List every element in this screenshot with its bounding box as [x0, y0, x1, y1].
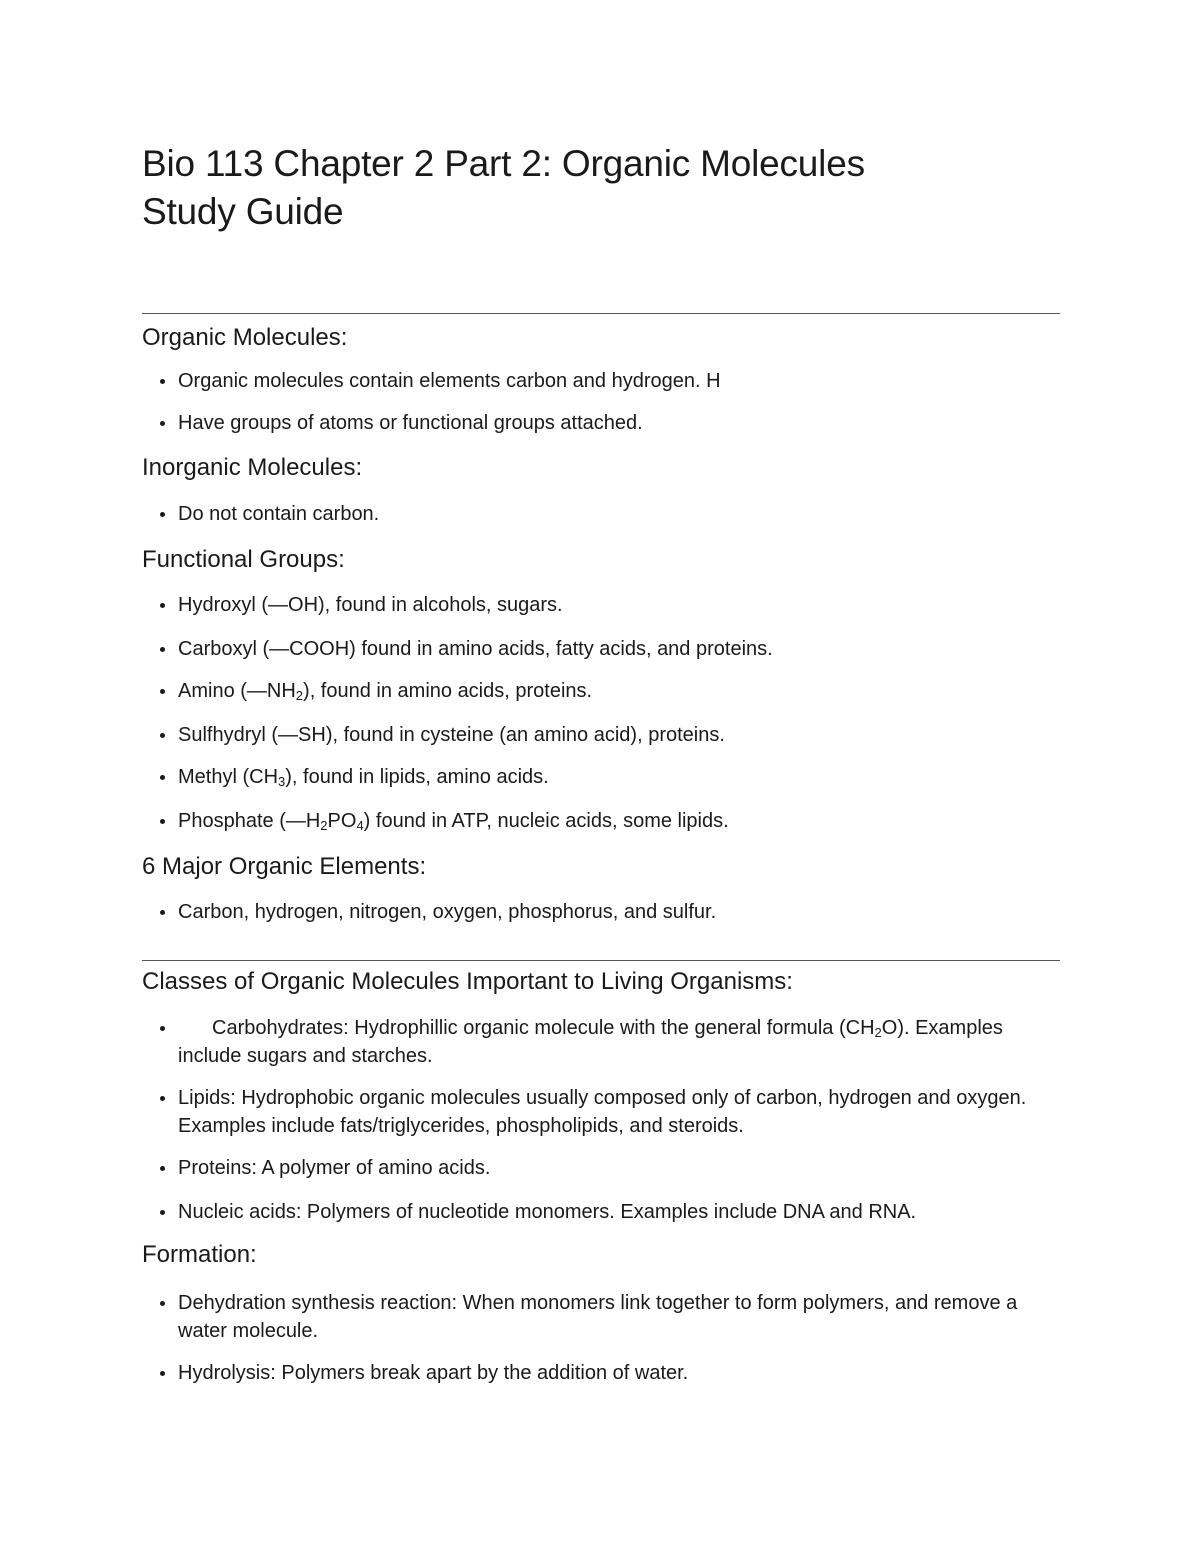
list-item-lipids: Lipids: Hydrophobic organic molecules usually composed only of carbon, hydrogen and oxygen. Examples include fats/triglycerides, phospholipids, and steroids.: [142, 1084, 1060, 1140]
list-item-nucleic-acids: Nucleic acids: Polymers of nucleotide monomers. Examples include DNA and RNA.: [142, 1198, 1060, 1226]
title-line-1: Bio 113 Chapter 2 Part 2: Organic Molecules: [142, 143, 865, 184]
section-organic-molecules: [142, 323, 1060, 437]
section-heading: Functional Groups:: [142, 546, 345, 573]
list-item: Organic molecules contain elements carbon and hydrogen. H: [142, 367, 1060, 395]
list-item: Carbon, hydrogen, nitrogen, oxygen, phosphorus, and sulfur.: [142, 898, 1060, 926]
list-item-sulfhydryl: Sulfhydryl (—SH), found in cysteine (an amino acid), proteins.: [142, 721, 1060, 749]
section-heading: Organic Molecules:: [142, 324, 348, 351]
list-item-carbohydrates: Carbohydrates: Hydrophillic organic molecule with the general formula $(CH_2O)$. Examples include sugars and starches.: [142, 1014, 1060, 1070]
bullet-list: [142, 591, 1060, 835]
title-line-2: Study Guide: [142, 191, 344, 232]
list-item: Hydrolysis: Polymers break apart by the addition of water.: [142, 1359, 1060, 1387]
horizontal-rule: [142, 960, 1060, 961]
list-item-carboxyl: Carboxyl (—COOH) found in amino acids, fatty acids, and proteins.: [142, 635, 1060, 663]
document-page: [142, 0, 1060, 1553]
bullet-list: [142, 1014, 1060, 1226]
section-inorganic-molecules: [142, 453, 1060, 528]
section-major-elements: [142, 852, 1060, 926]
list-item: Dehydration synthesis reaction: When monomers link together to form polymers, and remove a water molecule.: [142, 1289, 1060, 1345]
section-heading: Formation:: [142, 1241, 257, 1268]
section-classes: [142, 967, 1060, 1226]
list-item-phosphate: Phosphate $(—H_2PO_4)$ found in ATP, nucleic acids, some lipids.: [142, 807, 1060, 835]
section-heading: Classes of Organic Molecules Important to Living Organisms:: [142, 968, 793, 995]
bullet-list: [142, 500, 1060, 528]
list-item-hydroxyl: Hydroxyl (—OH), found in alcohols, sugars.: [142, 591, 1060, 619]
section-heading: Inorganic Molecules:: [142, 454, 363, 481]
section-heading: 6 Major Organic Elements:: [142, 853, 427, 880]
list-item-amino: Amino $(—NH_2)$, found in amino acids, proteins.: [142, 677, 1060, 705]
list-item-proteins: Proteins: A polymer of amino acids.: [142, 1154, 1060, 1182]
bullet-list: [142, 898, 1060, 926]
list-item: Do not contain carbon.: [142, 500, 1060, 528]
horizontal-rule: [142, 313, 1060, 314]
document-title: [142, 140, 865, 236]
bullet-list: [142, 367, 1060, 437]
bullet-list: [142, 1289, 1060, 1387]
list-item: Have groups of atoms or functional groups attached.: [142, 409, 1060, 437]
section-formation: [142, 1240, 1060, 1387]
section-functional-groups: [142, 545, 1060, 835]
list-item-methyl: Methyl $(CH_3)$, found in lipids, amino acids.: [142, 763, 1060, 791]
